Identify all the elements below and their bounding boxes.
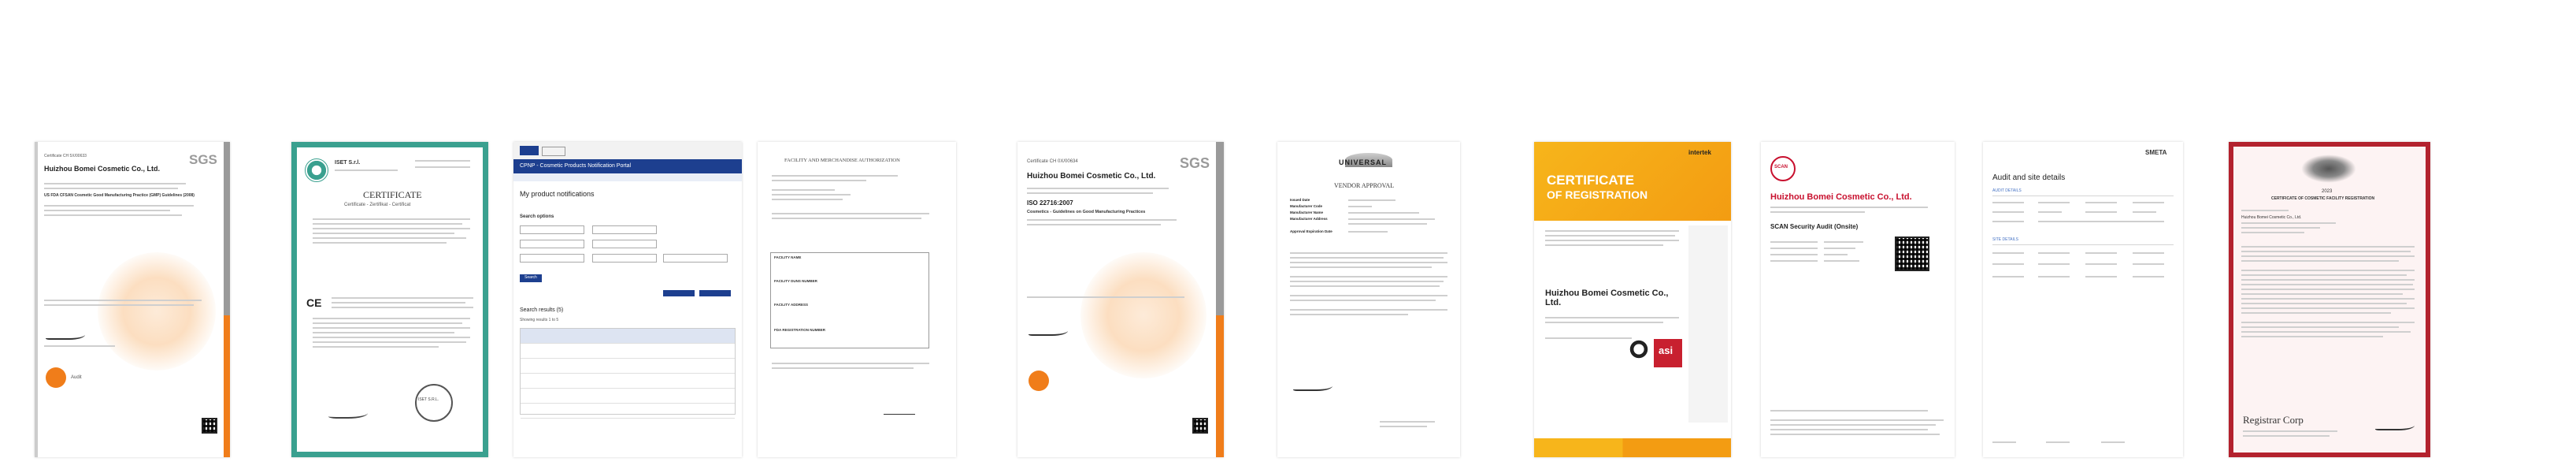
search-button[interactable]: Search <box>520 274 542 282</box>
results-table <box>520 328 736 415</box>
search-field[interactable] <box>520 225 584 234</box>
facility-box <box>770 252 929 348</box>
signature <box>1293 378 1332 391</box>
table-row[interactable] <box>521 359 735 374</box>
registrar-corp-certificate <box>2229 142 2430 457</box>
intertek-logo-icon <box>1629 339 1649 359</box>
nav-tabs <box>513 173 742 181</box>
info-row-label: Manufacturer Name <box>1290 210 1324 214</box>
intertek-brand: intertek <box>1688 149 1711 156</box>
facility-field-label: FACILITY NAME <box>774 255 802 259</box>
sgs-side-bar <box>1216 142 1224 457</box>
search-options-label: Search options <box>520 214 554 219</box>
search-field[interactable] <box>592 240 657 248</box>
info-row-label: Manufacturer Code <box>1290 204 1323 208</box>
qr-code <box>1895 236 1929 271</box>
certificate-number: Certificate CH 0X/00634 <box>1027 159 1078 164</box>
qr-code <box>202 418 217 434</box>
iset-header: ISET S.r.l. <box>335 160 361 166</box>
search-results-heading: Search results (5) <box>520 307 564 313</box>
page-title: Audit and site details <box>1992 173 2066 182</box>
report-title: SCAN Security Audit (Onsite) <box>1770 223 1859 230</box>
certificate-title-line1: CERTIFICATE <box>1547 173 1635 188</box>
cpnp-portal-screenshot <box>513 142 742 457</box>
smeta-brand: SMETA <box>2145 149 2167 156</box>
audit-details-heading: AUDIT DETAILS <box>1992 188 2022 193</box>
universal-brand: UNIVERSAL <box>1339 158 1388 166</box>
authorization-title: FACILITY AND MERCHANDISE AUTHORIZATION <box>784 158 900 163</box>
company-name: Huizhou Bomei Cosmetic Co., Ltd. <box>44 165 161 173</box>
signature <box>46 327 85 340</box>
certificate-title: CERTIFICATE <box>363 189 422 200</box>
qr-code <box>1192 418 1208 434</box>
page-heading: My product notifications <box>520 190 595 198</box>
iso-standard-description: Cosmetics - Guidelines on Good Manufacturing Practices <box>1027 210 1146 214</box>
iso-standard: ISO 22716:2007 <box>1027 199 1073 207</box>
action-button[interactable] <box>699 290 731 296</box>
company-name: Huizhou Bomei Cosmetic Co., Ltd. <box>1545 289 1669 308</box>
signature <box>1029 323 1068 336</box>
scan-audit-report <box>1761 142 1955 457</box>
company-line: Huizhou Bomei Cosmetic Co., Ltd. <box>2241 215 2302 220</box>
bottom-stripe <box>1534 438 1731 457</box>
audit-label: Audit <box>71 375 82 380</box>
certificate-number: Certificate CH 5X/00633 <box>44 154 87 158</box>
table-row[interactable] <box>521 374 735 389</box>
accreditation-icon <box>1029 371 1049 391</box>
scan-logo-text: SCAN <box>1774 165 1788 169</box>
accreditation-icon <box>46 367 66 388</box>
search-field[interactable] <box>592 225 657 234</box>
intertek-registration-certificate <box>1534 142 1731 457</box>
search-field[interactable] <box>520 240 584 248</box>
sgs-side-bar <box>224 142 230 457</box>
facility-field-label: FDA REGISTRATION NUMBER <box>774 328 825 332</box>
watermark-pattern <box>1080 252 1206 378</box>
facility-field-label: FACILITY DUNS NUMBER <box>774 279 817 283</box>
search-field[interactable] <box>520 254 584 263</box>
facility-field-label: FACILITY ADDRESS <box>774 303 809 307</box>
iset-seal-icon <box>415 384 453 422</box>
info-row-label: Approval Expiration Date <box>1290 229 1332 233</box>
showing-results: Showing results 1 to 5 <box>520 318 559 322</box>
company-name: Huizhou Bomei Cosmetic Co., Ltd. <box>1770 192 1912 202</box>
eu-header <box>513 142 742 160</box>
signature <box>2375 418 2415 430</box>
ce-mark: CE <box>306 296 322 309</box>
search-field[interactable] <box>592 254 657 263</box>
side-info-column <box>1688 225 1728 423</box>
registrar-brand: Registrar Corp <box>2243 414 2304 426</box>
left-grey-bar <box>35 142 38 457</box>
iset-logo <box>305 158 328 182</box>
asi-badge-text: asi <box>1659 345 1673 356</box>
certificate-title-line2: OF REGISTRATION <box>1547 188 1648 201</box>
facility-authorization-letter <box>758 142 956 457</box>
table-row[interactable] <box>521 404 735 419</box>
gmp-title: US FDA CFSAN Cosmetic Good Manufacturing Practice (GMP) Guidelines (2008) <box>44 193 195 198</box>
certificate-year: 2023 <box>2322 189 2333 194</box>
company-name: Huizhou Bomei Cosmetic Co., Ltd. <box>1027 172 1156 181</box>
action-button[interactable] <box>663 290 695 296</box>
sgs-iso-certificate <box>1017 142 1224 457</box>
portal-title: CPNP - Cosmetic Products Notification Portal <box>520 163 632 169</box>
info-row-label: Manufacturer Address <box>1290 217 1328 221</box>
info-row-label: Issued Date <box>1290 198 1310 202</box>
certificate-subtitle: Certificate - Zertifikat - Certificat <box>344 203 411 207</box>
seal-text: ISET S.R.L. <box>418 397 439 402</box>
site-details-heading: SITE DETAILS <box>1992 237 2018 242</box>
smeta-audit-details <box>1983 142 2183 457</box>
table-row[interactable] <box>521 344 735 359</box>
vendor-approval-title: VENDOR APPROVAL <box>1334 182 1395 189</box>
table-row[interactable] <box>521 389 735 404</box>
universal-vendor-approval <box>1277 142 1460 457</box>
certificate-title: CERTIFICATE OF COSMETIC FACILITY REGISTRATION <box>2271 196 2375 201</box>
portal-title-bar <box>513 159 742 173</box>
sgs-logo: SGS <box>189 152 217 167</box>
signature <box>328 408 368 419</box>
watermark-pattern <box>98 252 216 371</box>
sgs-gmp-certificate <box>35 142 230 457</box>
search-field[interactable] <box>663 254 728 263</box>
iset-ce-certificate <box>291 142 488 457</box>
eagle-emblem-icon <box>2301 155 2356 183</box>
sgs-logo: SGS <box>1180 155 1210 171</box>
signature <box>884 406 915 415</box>
